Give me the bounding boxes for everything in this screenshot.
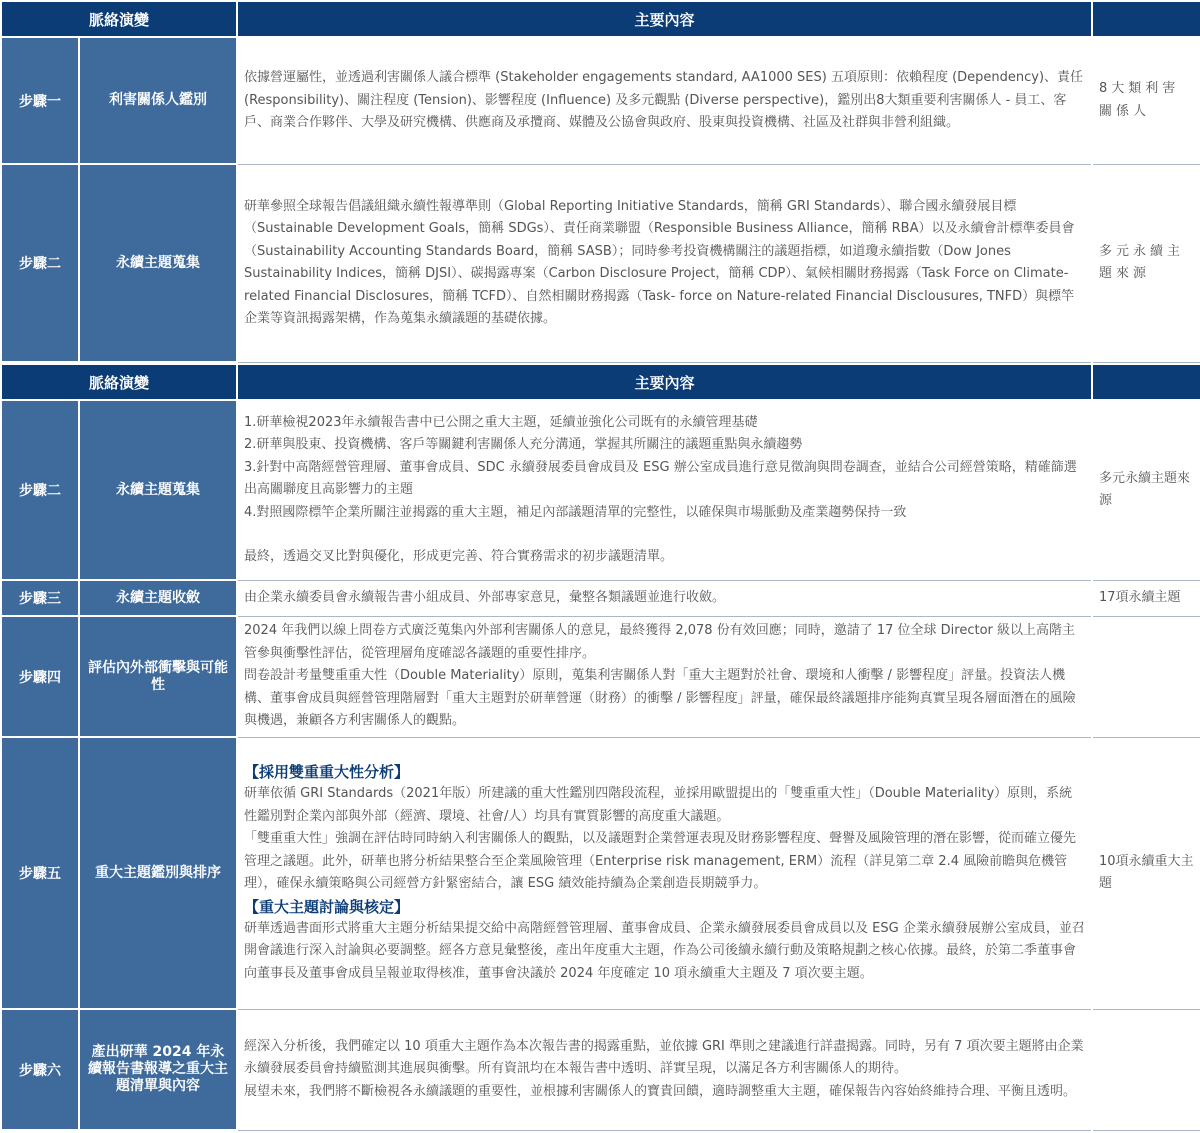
materiality-table-part2: [0, 363, 1200, 1131]
header-main-content: 主要內容: [237, 364, 1092, 400]
header-main-content: 主要內容: [237, 1, 1092, 37]
step-topic: 評估內外部衝擊與可能性: [79, 616, 237, 737]
step-result: 17項永續主題: [1092, 580, 1200, 616]
header-result: [1092, 364, 1200, 400]
step-topic: 重大主題鑑別與排序: [79, 737, 237, 1009]
list-item: 1.研華檢視2023年永續報告書中已公開之重大主題，延續並強化公司既有的永續管理基礎: [244, 414, 758, 430]
paragraph: 研華依循 GRI Standards（2021年版）所建議的重大性鑑別四階段流程，並採用歐盟提出的「雙重重大性」（Double Materiality）原則，系統性鑑別對企業內部與外部（經濟、環境、社會/人）均具有實質影響的高度重大議題。: [244, 786, 1073, 824]
paragraph: 經深入分析後，我們確定以 10 項重大主題作為本次報告書的揭露重點，並依據 GRI 準則之建議進行詳盡揭露。同時，另有 7 項次要主題將由企業永續發展委員會持續監測其進展與衝擊。所有資訊均在本報告書中透明、詳實呈現，以滿足各方利害關係人的期待。: [244, 1038, 1084, 1077]
step-content: [237, 400, 1092, 580]
table-row: [1, 400, 1200, 580]
step-label: 步驟五: [1, 737, 79, 1009]
list-item: 2.研華與股東、投資機構、客戶等關鍵利害關係人充分溝通，掌握其所關注的議題重點與永續趨勢: [244, 437, 803, 453]
table-row: [1, 616, 1200, 737]
step-topic: 產出研華 2024 年永續報告書報導之重大主題清單與內容: [79, 1009, 237, 1130]
paragraph: 「雙重重大性」強調在評估時同時納入利害關係人的觀點，以及議題對企業營運表現及財務影響程度、聲譽及風險管理的潛在影響，從而確立優先管理之議題。此外，研華也將分析結果整合至企業風險管理（Enterprise risk management, ERM）流程（詳見第二章 2.4 風險前瞻與危機管理），確保永續策略與公司經營方針緊密結合，讓 ESG 績效能持續為企業創造長期競爭力。: [244, 831, 1077, 891]
paragraph: 研華透過書面形式將重大主題分析結果提交給中高階經營管理層、董事會成員、企業永續發展委員會成員以及 ESG 企業永續發展辦公室成員，並召開會議進行深入討論與必要調整。經各方意見彙整後，產出年度重大主題，作為公司後續永續行動及策略規劃之核心依據。最終，於第二季董事會向董事長及董事會成員呈報並取得核准，董事會決議於 2024 年度確定 10 項永續重大主題及 7 項次要主題。: [244, 920, 1085, 981]
section-heading: 【採用雙重重大性分析】: [244, 763, 410, 781]
table-row: [1, 164, 1200, 362]
step-content: 由企業永續委員會永續報告書小組成員、外部專家意見，彙整各類議題並進行收斂。: [237, 580, 1092, 616]
step-result: 多元永續主題來源: [1092, 400, 1200, 580]
section-heading: 【重大主題討論與核定】: [244, 897, 410, 916]
table-row: [1, 737, 1200, 1009]
step-label: 步驟四: [1, 616, 79, 737]
step-result: [1092, 1009, 1200, 1130]
step-result: 10項永續重大主題: [1092, 737, 1200, 1009]
step-content: [237, 616, 1092, 737]
step-topic: 永續主題蒐集: [79, 400, 237, 580]
step-content: 依據營運屬性，並透過利害關係人議合標準 (Stakeholder engagements standard, AA1000 SES) 五項原則：依賴程度 (Dependency)、責任 (Responsibility)、關注程度 (Tension)、影響程度 (Influence) 及多元觀點 (Diverse perspective)，鑑別出8大類重要利害關係人 - 員工、客戶、商業合作夥伴、大學及研究機構、供應商及承攬商、媒體及公協會與政府、股東與投資機構、社區及社群與非營利組織。: [237, 37, 1092, 164]
paragraph: 問卷設計考量雙重重大性（Double Materiality）原則，蒐集利害關係人對「重大主題對於社會、環境和人衝擊 / 影響程度」評量。投資法人機構、董事會成員與經營管理階層對「重大主題對於研華營運（財務）的衝擊 / 影響程度」評量，確保最終議題排序能夠真實呈現各層面潛在的風險與機遇，兼顧各方利害關係人的觀點。: [244, 668, 1076, 729]
paragraph: 2024 年我們以線上問卷方式廣泛蒐集內外部利害關係人的意見，最終獲得 2,078 份有效回應；同時，邀請了 17 位全球 Director 級以上高階主管參與衝擊性評估，從管理層角度確認各議題的重要性排序。: [244, 623, 1076, 661]
table-row: [1, 580, 1200, 616]
closing-text: 最終，透過交叉比對與優化，形成更完善、符合實務需求的初步議題清單。: [244, 549, 674, 565]
paragraph: 展望未來，我們將不斷檢視各永續議題的重要性，並根據利害關係人的寶貴回饋，適時調整重大主題，確保報告內容始終維持合理、平衡且透明。: [244, 1083, 1077, 1099]
header-context: 脈絡演變: [1, 1, 237, 37]
step-label: 步驟二: [1, 400, 79, 580]
step-result: [1092, 616, 1200, 737]
step-content: 研華參照全球報告倡議組織永續性報導準則（Global Reporting Initiative Standards，簡稱 GRI Standards）、聯合國永續發展目標（Sustainable Development Goals，簡稱 SDGs）、責任商業聯盟（Responsible Business Alliance，簡稱 RBA）以及永續會計標準委員會（Sustainability Accounting Standards Board，簡稱 SASB）；同時參考投資機構關注的議題指標，如道瓊永續指數（Dow Jones Sustainability Indices，簡稱 DJSI）、碳揭露專案（Carbon Disclosure Project，簡稱 CDP）、氣候相關財務揭露（Task Force on Climate-related Financial Disclosures，簡稱 TCFD）、自然相關財務揭露（Task- force on Nature-related Financial Disclousures, TNFD）與標竿企業等資訊揭露架構，作為蒐集永續議題的基礎依據。: [237, 164, 1092, 362]
step-topic: 永續主題收斂: [79, 580, 237, 616]
step-content: [237, 1009, 1092, 1130]
step-content: [237, 737, 1092, 1009]
step-label: 步驟六: [1, 1009, 79, 1130]
step-result: 8大類利害關係人: [1092, 37, 1200, 164]
header-result: [1092, 1, 1200, 37]
step-label: 步驟二: [1, 164, 79, 362]
header-context: 脈絡演變: [1, 364, 237, 400]
table-row: [1, 37, 1200, 164]
table-row: [1, 1009, 1200, 1130]
step-label: 步驟三: [1, 580, 79, 616]
list-item: 4.對照國際標竿企業所關注並揭露的重大主題，補足內部議題清單的完整性，以確保與市場脈動及產業趨勢保持一致: [244, 504, 907, 520]
step-topic: 永續主題蒐集: [79, 164, 237, 362]
step-topic: 利害關係人鑑別: [79, 37, 237, 164]
step-result: 多元永續主題來源: [1092, 164, 1200, 362]
materiality-table-part1: [0, 0, 1200, 363]
list-item: 3.針對中高階經營管理層、董事會成員、SDC 永續發展委員會成員及 ESG 辦公室成員進行意見徵詢與問卷調查，並結合公司經營策略，精確篩選出高關聯度且高影響力的主題: [244, 459, 1077, 498]
step-label: 步驟一: [1, 37, 79, 164]
